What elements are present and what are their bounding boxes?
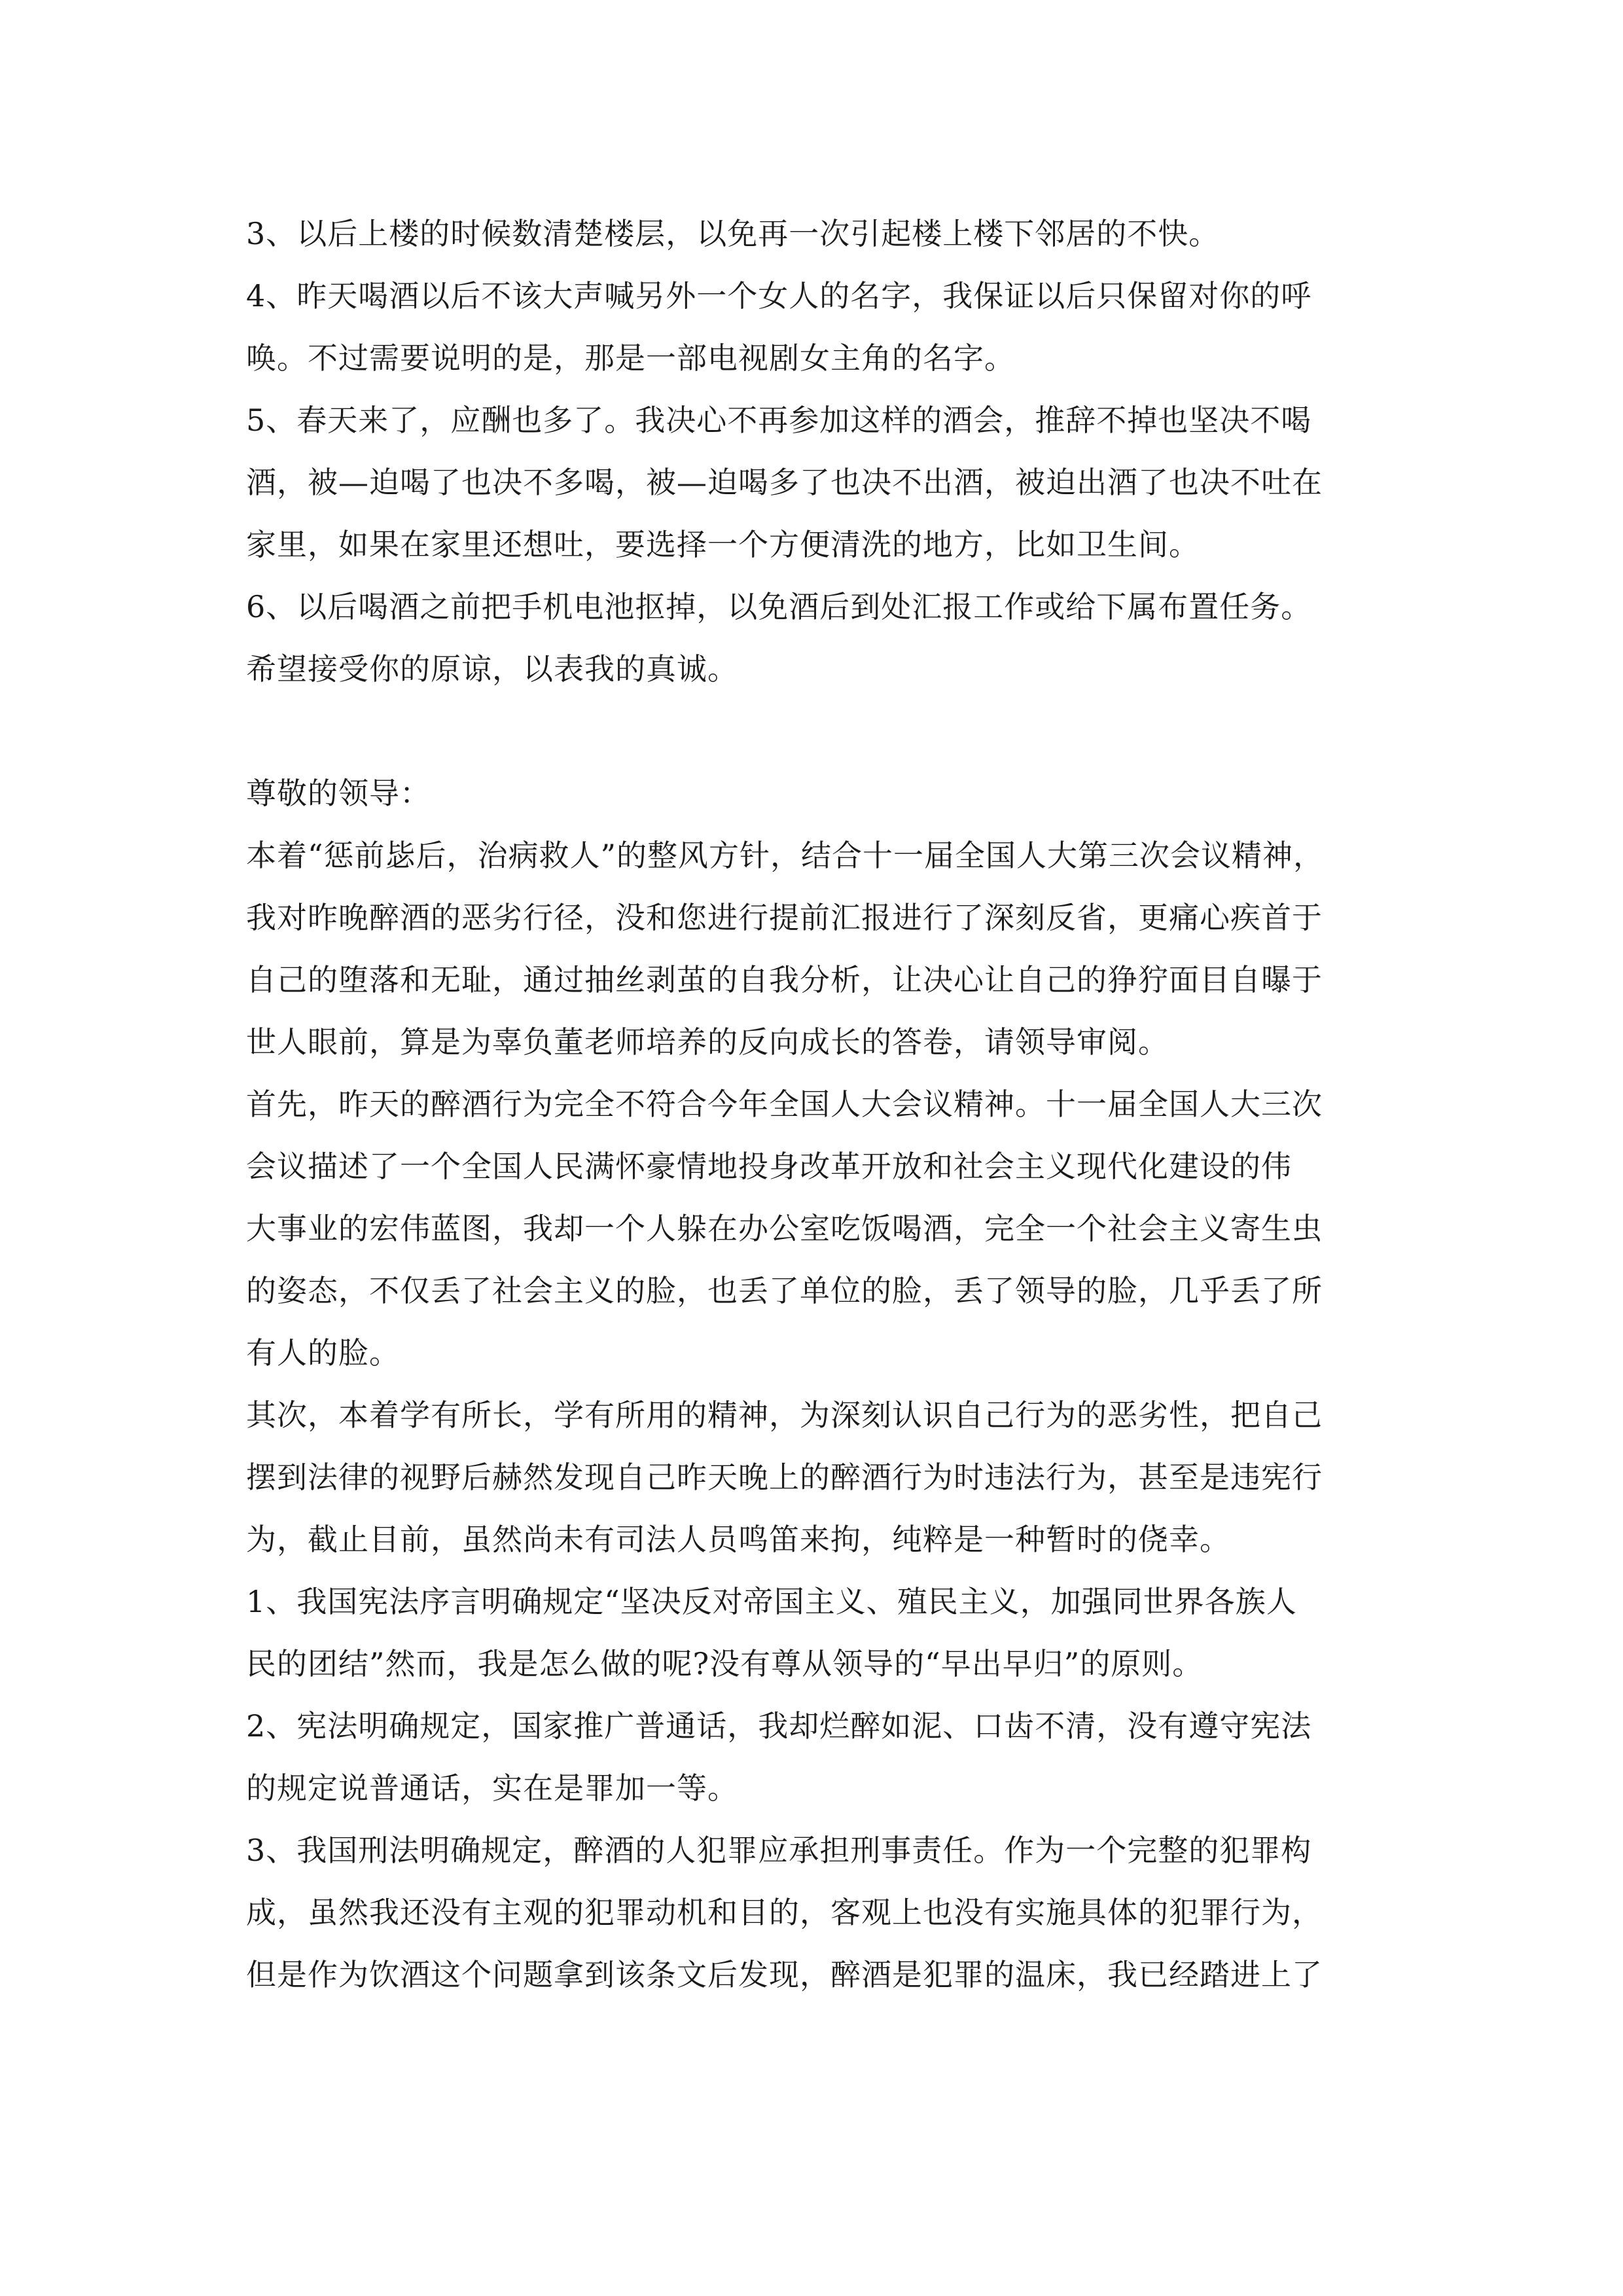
text-line: 成，虽然我还没有主观的犯罪动机和目的，客观上也没有实施具体的犯罪行为， <box>246 1895 1323 1930</box>
text-line: 3、我国刑法明确规定，醉酒的人犯罪应承担刑事责任。作为一个完整的犯罪构 <box>246 1833 1312 1868</box>
text-line: 有人的脸。 <box>246 1335 400 1371</box>
text-line: 1、我国宪法序言明确规定“坚决反对帝国主义、殖民主义，加强同世界各族人 <box>246 1584 1297 1619</box>
text-line: 唤。不过需要说明的是，那是一部电视剧女主角的名字。 <box>246 340 1015 376</box>
text-line: 会议描述了一个全国人民满怀豪情地投身改革开放和社会主义现代化建设的伟 <box>246 1149 1292 1184</box>
text-line: 3、以后上楼的时候数清楚楼层，以免再一次引起楼上楼下邻居的不快。 <box>246 216 1220 251</box>
text-line: 我对昨晚醉酒的恶劣行径，没和您进行提前汇报进行了深刻反省，更痛心疾首于 <box>246 900 1323 935</box>
text-line: 的姿态，不仅丢了社会主义的脸，也丢了单位的脸，丢了领导的脸，几乎丢了所 <box>246 1273 1323 1308</box>
text-line: 4、昨天喝酒以后不该大声喊另外一个女人的名字，我保证以后只保留对你的呼 <box>246 278 1312 314</box>
text-line: 但是作为饮酒这个问题拿到该条文后发现，醉酒是犯罪的温床，我已经踏进上了 <box>246 1957 1323 1992</box>
document-body <box>246 203 1398 2006</box>
text-line: 5、春天来了，应酬也多了。我决心不再参加这样的酒会，推辞不掉也坚决不喝 <box>246 403 1312 438</box>
text-line: 世人眼前，算是为辜负董老师培养的反向成长的答卷，请领导审阅。 <box>246 1024 1169 1060</box>
text-line: 的规定说普通话，实在是罪加一等。 <box>246 1770 738 1806</box>
paragraph-gap <box>246 700 1398 762</box>
text-line: 其次，本着学有所长，学有所用的精神，为深刻认识自己行为的恶劣性，把自己 <box>246 1397 1323 1433</box>
text-line: 自己的堕落和无耻，通过抽丝剥茧的自我分析，让决心让自己的狰狞面目自曝于 <box>246 962 1323 997</box>
text-line: 为，截止目前，虽然尚未有司法人员鸣笛来拘，纯粹是一种暂时的侥幸。 <box>246 1522 1230 1557</box>
text-line: 希望接受你的原谅，以表我的真诚。 <box>246 651 738 687</box>
text-line: 本着“惩前毖后，治病救人”的整风方针，结合十一届全国人大第三次会议精神， <box>246 838 1325 873</box>
text-line: 首先，昨天的醉酒行为完全不符合今年全国人大会议精神。十一届全国人大三次 <box>246 1086 1323 1122</box>
salutation: 尊敬的领导： <box>246 776 431 811</box>
text-line: 摆到法律的视野后赫然发现自己昨天晚上的醉酒行为时违法行为，甚至是违宪行 <box>246 1460 1323 1495</box>
text-line: 2、宪法明确规定，国家推广普通话，我却烂醉如泥、口齿不清，没有遵守宪法 <box>246 1708 1312 1744</box>
text-line: 酒，被—迫喝了也决不多喝，被—迫喝多了也决不出酒，被迫出酒了也决不吐在 <box>246 465 1323 500</box>
text-line: 6、以后喝酒之前把手机电池抠掉，以免酒后到处汇报工作或给下属布置任务。 <box>246 589 1312 624</box>
text-line: 民的团结”然而，我是怎么做的呢?没有尊从领导的“早出早归”的原则。 <box>246 1646 1204 1681</box>
text-line: 家里，如果在家里还想吐，要选择一个方便清洗的地方，比如卫生间。 <box>246 527 1200 562</box>
text-line: 大事业的宏伟蓝图，我却一个人躲在办公室吃饭喝酒，完全一个社会主义寄生虫 <box>246 1211 1323 1246</box>
